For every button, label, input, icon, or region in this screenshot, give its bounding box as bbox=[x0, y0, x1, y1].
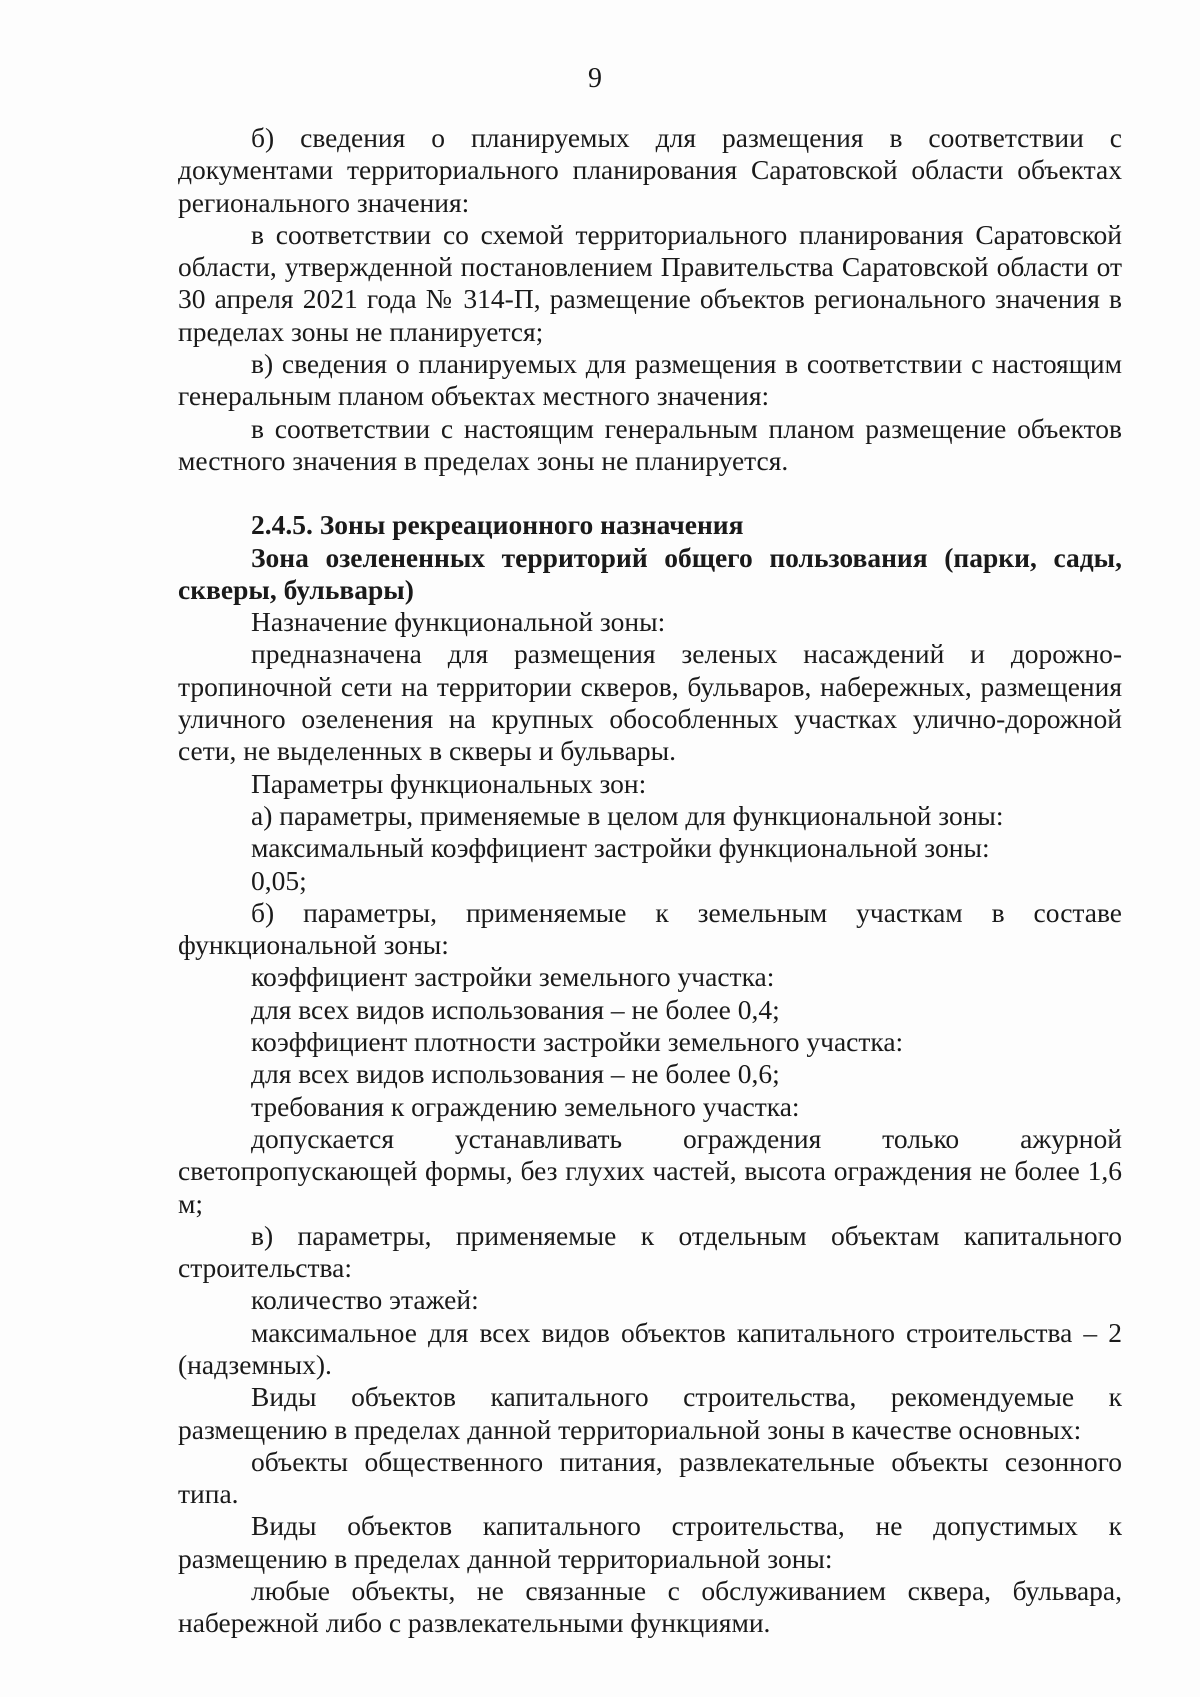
paragraph: допускается устанавливать ограждения только ажурной светопропускающей формы, без глухих частей, высота ограждения не более 1,6 м; bbox=[178, 1122, 1122, 1219]
paragraph: в) сведения о планируемых для размещения в соответствии с настоящим генеральным планом объектах местного значения: bbox=[178, 348, 1122, 412]
paragraph: а) параметры, применяемые в целом для функциональной зоны: bbox=[251, 799, 1004, 831]
paragraph: коэффициент плотности застройки земельного участка: bbox=[251, 1026, 904, 1058]
paragraph: для всех видов использования – не более 0,4; bbox=[251, 993, 780, 1025]
paragraph: объекты общественного питания, развлекательные объекты сезонного типа. bbox=[178, 1445, 1122, 1510]
paragraph: требования к ограждению земельного участка: bbox=[251, 1090, 800, 1122]
paragraph: в соответствии с настоящим генеральным планом размещение объектов местного значения в пределах зоны не планируется. bbox=[178, 412, 1122, 476]
section-heading: 2.4.5. Зоны рекреационного назначения bbox=[251, 509, 744, 541]
paragraph: любые объекты, не связанные с обслуживанием сквера, бульвара, набережной либо с развлекательными функциями. bbox=[178, 1575, 1122, 1639]
paragraph: максимальное для всех видов объектов капитального строительства – 2 (надземных). bbox=[178, 1316, 1122, 1380]
paragraph: в) параметры, применяемые к отдельным объектам капитального строительства: bbox=[178, 1219, 1122, 1284]
paragraph: Назначение функциональной зоны: bbox=[251, 606, 666, 638]
paragraph: максимальный коэффициент застройки функциональной зоны: bbox=[251, 832, 990, 864]
paragraph: в соответствии со схемой территориального планирования Саратовской области, утвержденной постановлением Правительства Саратовской области от 30 апреля 2021 года № 314-П, размещение объектов регионального значения в пределах зоны не планируется; bbox=[178, 218, 1122, 347]
paragraph: Виды объектов капитального строительства, рекомендуемые к размещению в пределах данной территориальной зоны в качестве основных: bbox=[178, 1381, 1122, 1445]
paragraph: для всех видов использования – не более 0,6; bbox=[251, 1058, 780, 1090]
paragraph: коэффициент застройки земельного участка: bbox=[251, 961, 775, 993]
zone-heading: Зона озелененных территорий общего пользования (парки, сады, скверы, бульвары) bbox=[178, 541, 1122, 605]
section-spacer bbox=[178, 477, 1122, 509]
paragraph: предназначена для размещения зеленых насаждений и дорожно-тропиночной сети на территории скверов, бульваров, набережных, размещения уличного озеленения на крупных обособленных участках улично-дорожной сети, не выделенных в скверы и бульвары. bbox=[178, 638, 1122, 767]
paragraph: Виды объектов капитального строительства, не допустимых к размещению в пределах данной территориальной зоны: bbox=[178, 1510, 1122, 1574]
paragraph: 0,05; bbox=[251, 864, 307, 896]
page-number: 9 bbox=[588, 63, 602, 94]
document-body bbox=[178, 122, 1122, 1640]
paragraph: б) параметры, применяемые к земельным участкам в составе функциональной зоны: bbox=[178, 896, 1122, 961]
paragraph: количество этажей: bbox=[251, 1284, 479, 1316]
paragraph: Параметры функциональных зон: bbox=[251, 767, 647, 799]
paragraph: б) сведения о планируемых для размещения в соответствии с документами территориального планирования Саратовской области объектах регионального значения: bbox=[178, 122, 1122, 218]
